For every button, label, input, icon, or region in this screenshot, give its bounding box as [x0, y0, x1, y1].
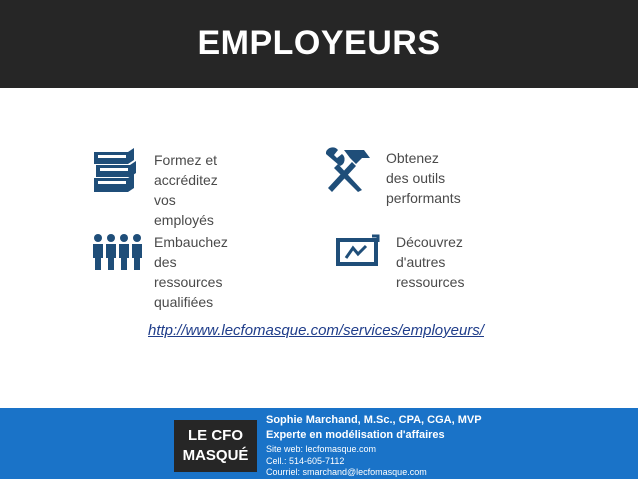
tools-icon	[322, 146, 372, 192]
chart-screen-icon	[336, 234, 380, 268]
books-icon	[90, 148, 138, 194]
people-icon	[92, 232, 142, 272]
header-bar	[0, 0, 638, 88]
author-title: Experte en modélisation d'affaires	[266, 429, 445, 441]
feature-train-label: Formez et accréditez vos employés	[154, 152, 218, 228]
contact-email: Courriel: smarchand@lecfomasque.com	[266, 467, 427, 477]
contact-website: Site web: lecfomasque.com	[266, 444, 377, 454]
logo-line-1: LE CFO	[188, 427, 243, 444]
feature-tools-label: Obtenez des outils performants	[386, 150, 461, 206]
contact-phone: Cell.: 514-605-7112	[266, 456, 345, 466]
logo-line-2: MASQUÉ	[182, 447, 249, 464]
feature-hire-label: Embauchez des ressources qualifiées	[154, 234, 228, 310]
logo	[174, 420, 257, 472]
page-title: EMPLOYEURS	[197, 24, 441, 62]
feature-resources-label: Découvrez d'autres ressources	[396, 234, 465, 290]
author-name: Sophie Marchand, M.Sc., CPA, CGA, MVP	[266, 414, 482, 426]
employers-link[interactable]: http://www.lecfomasque.com/services/employeurs/	[148, 322, 484, 339]
